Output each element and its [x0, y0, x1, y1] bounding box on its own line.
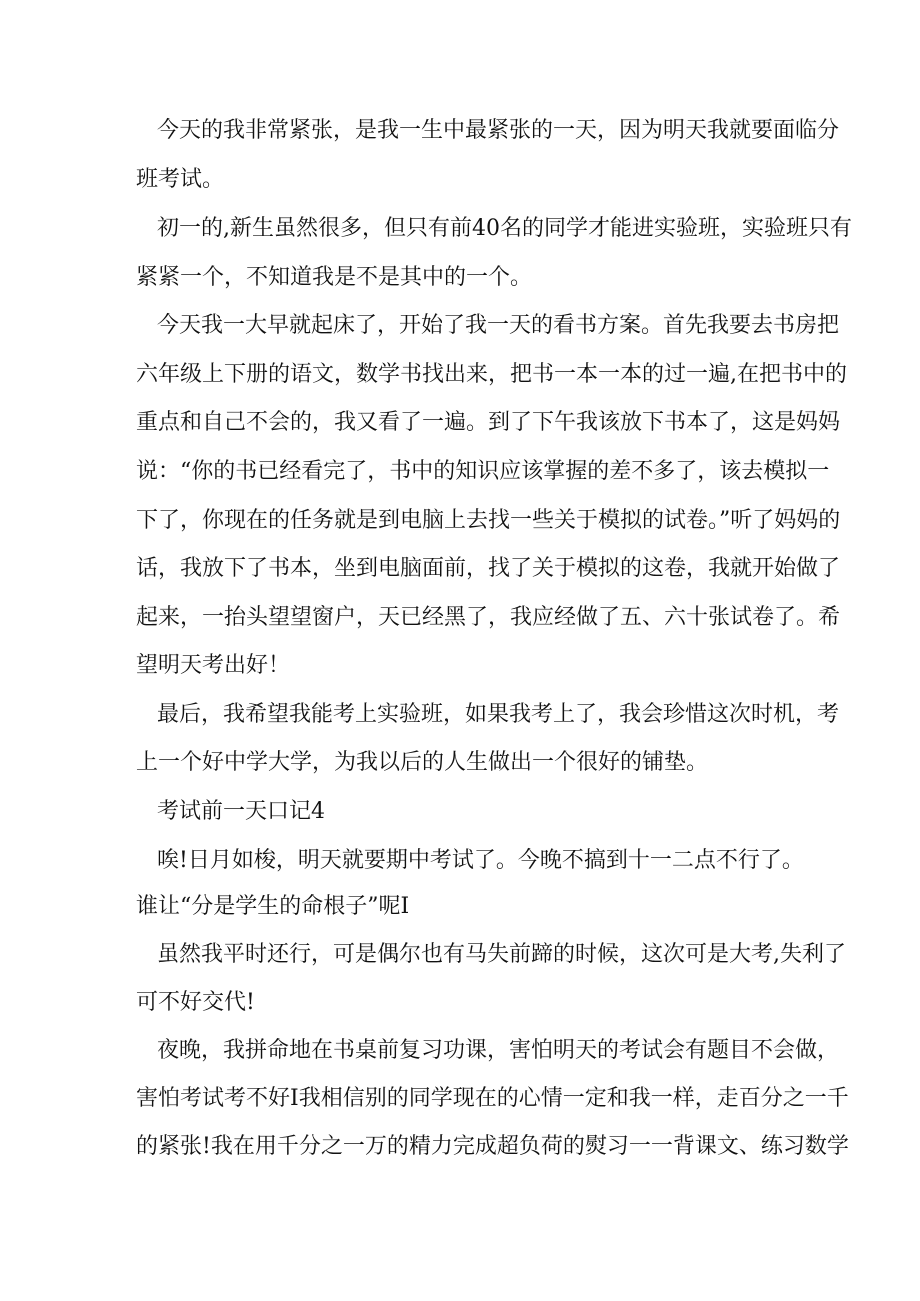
text-line: 起来，一抬头望望窗户，天已经黑了，我应经做了五、六十张试卷了。希: [136, 605, 841, 630]
text-line: 紧紧一个，不知道我是不是其中的一个。: [136, 265, 533, 290]
text-line: 重点和自己不会的，我又看了一遍。到了下午我该放下书本了，这是妈妈: [136, 410, 841, 435]
text-line: 的紧张!我在用千分之一万的精力完成超负荷的熨习一一背课文、练习数学: [136, 1134, 849, 1159]
text-line: 夜晚，我拼命地在书桌前复习功课，害怕明天的考试会有题目不会做，: [157, 1038, 840, 1063]
text-line: 最后，我希望我能考上实验班，如果我考上了，我会珍惜这次时机，考: [157, 702, 840, 727]
text-line: 下了，你现在的任务就是到电脑上去找一些关于模拟的试卷。”听了妈妈的: [136, 508, 841, 533]
text-line: 谁让“分是学生的命根子”呢I: [136, 894, 410, 919]
text-line: 唉!日月如梭，明天就要期中考试了。今晚不搞到十一二点不行了。: [157, 848, 804, 873]
text-line: 说：“你的书已经看完了，书中的知识应该掌握的差不多了，该去模拟一: [136, 459, 830, 484]
text-line: 初一的,新生虽然很多，但只有前40名的同学才能进实验班，实验班只有: [157, 216, 852, 241]
text-line: 害怕考试考不好I我相信别的同学现在的心情一定和我一样，走百分之一千: [136, 1086, 849, 1111]
text-line: 虽然我平时还行，可是偶尔也有马失前蹄的时候，这次可是大考,失利了: [157, 942, 846, 967]
section-heading: 考试前一天口记4: [157, 799, 325, 824]
text-line: 班考试。: [136, 167, 225, 192]
text-line: 今天的我非常紧张，是我一生中最紧张的一天，因为明天我就要面临分: [157, 118, 840, 143]
text-line: 今天我一大早就起床了，开始了我一天的看书方案。首先我要去书房把: [157, 313, 840, 338]
text-line: 可不好交代!: [136, 990, 255, 1015]
text-line: 望明天考出好！: [136, 653, 291, 678]
text-line: 六年级上下册的语文，数学书找出来，把书一本一本的过一遍,在把书中的: [136, 362, 847, 387]
text-line: 上一个好中学大学，为我以后的人生做出一个很好的铺垫。: [136, 750, 709, 775]
text-line: 话，我放下了书本，坐到电脑面前，找了关于模拟的这卷，我就开始做了: [136, 556, 841, 581]
